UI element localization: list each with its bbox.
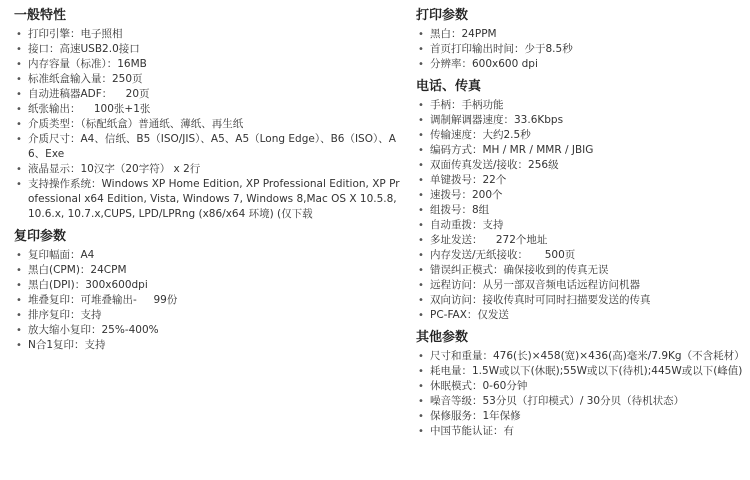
bullet-icon: • (16, 119, 22, 130)
bullet-icon: • (418, 130, 424, 141)
list-item: • PC-FAX：仅发送 (418, 309, 509, 321)
list-item: • 内存发送/无纸接收： 500页 (418, 249, 576, 261)
bullet-icon: • (16, 164, 22, 175)
bullet-icon: • (418, 205, 424, 216)
list-item: • 黑白：24PPM (418, 28, 497, 40)
section-title-copy: 复印参数 (14, 229, 67, 244)
bullet-icon: • (418, 295, 424, 306)
list-item: • 单键拨号：22个 (418, 174, 507, 186)
bullet-icon: • (16, 250, 22, 261)
section-title-general: 一般特性 (14, 8, 67, 23)
bullet-icon: • (418, 175, 424, 186)
list-item: • 自动重拨：支持 (418, 219, 504, 231)
list-item: • 多址发送： 272个地址 (418, 234, 548, 246)
bullet-icon: • (418, 265, 424, 276)
bullet-icon: • (16, 265, 22, 276)
bullet-icon: • (418, 160, 424, 171)
list-item: • 调制解调器速度：33.6Kbps (418, 114, 564, 126)
bullet-icon: • (418, 280, 424, 291)
list-item: • 放大缩小复印：25%-400% (16, 324, 159, 336)
list-item: • 标准纸盒输入量：250页 (16, 73, 143, 85)
bullet-icon: • (16, 89, 22, 100)
bullet-icon: • (16, 340, 22, 351)
list-item: • 支持操作系统：Windows XP Home Edition, XP Professional Edition, XP Professional x64 Edition, Vista, Windows 7, Windows 8,Mac OS X 10.5.8, 10.6.x, 10.7.x,CUPS, LPD/LPRng (x86/x64 环境) (仅下载 (16, 178, 400, 220)
bullet-icon: • (418, 396, 424, 407)
bullet-icon: • (418, 145, 424, 156)
list-item: • 编码方式：MH / MR / MMR / JBIG (418, 144, 594, 156)
bullet-icon: • (16, 74, 22, 85)
list-item: • 接口：高速USB2.0接口 (16, 43, 140, 55)
bullet-icon: • (418, 310, 424, 321)
bullet-icon: • (418, 366, 424, 377)
list-item: • 液晶显示：10汉字（20字符） x 2行 (16, 163, 201, 175)
section-title-print: 打印参数 (416, 8, 469, 23)
list-item: • 自动进稿器ADF： 20页 (16, 88, 150, 100)
bullet-icon: • (16, 134, 22, 145)
list-item: • 双面传真发送/接收：256级 (418, 159, 559, 171)
list-item: • 黑白(DPI)：300x600dpi (16, 279, 148, 291)
bullet-icon: • (418, 59, 424, 70)
right-column (416, 0, 750, 439)
bullet-icon: • (16, 325, 22, 336)
bullet-icon: • (418, 115, 424, 126)
bullet-icon: • (16, 44, 22, 55)
bullet-icon: • (418, 44, 424, 55)
bullet-icon: • (418, 381, 424, 392)
list-item: • 保修服务：1年保修 (418, 410, 521, 422)
bullet-icon: • (418, 250, 424, 261)
list-item: • 手柄：手柄功能 (418, 99, 504, 111)
list-item: • 黑白(CPM)：24CPM (16, 264, 127, 276)
list-item: • 堆叠复印：可堆叠输出- 99份 (16, 294, 178, 306)
bullet-icon: • (418, 235, 424, 246)
list-item: • N合1复印：支持 (16, 339, 106, 351)
bullet-icon: • (418, 426, 424, 437)
section-title-fax: 电话、传真 (416, 79, 482, 94)
list-item: • 耗电量：1.5W或以下(休眠);55W或以下(待机);445W或以下(峰值) (418, 365, 743, 377)
print-spec-list (416, 27, 750, 72)
list-item: • 分辨率：600x600 dpi (418, 58, 538, 70)
bullet-icon: • (418, 29, 424, 40)
bullet-icon: • (418, 411, 424, 422)
bullet-icon: • (16, 104, 22, 115)
other-spec-list (416, 349, 750, 439)
list-item: • 远程访问：从另一部双音频电话远程访问机器 (418, 279, 640, 291)
list-item: • 内存容量（标准）：16MB (16, 58, 147, 70)
list-item: • 噪音等级：53分贝（打印模式）/ 30分贝（待机状态） (418, 395, 685, 407)
bullet-icon: • (16, 280, 22, 291)
list-item: • 尺寸和重量：476(长)×458(宽)×436(高)毫米/7.9Kg（不含耗材） (418, 350, 745, 362)
bullet-icon: • (16, 59, 22, 70)
bullet-icon: • (16, 29, 22, 40)
fax-spec-list (416, 98, 750, 323)
list-item: • 复印幅面：A4 (16, 249, 95, 261)
bullet-icon: • (418, 190, 424, 201)
list-item: • 中国节能认证：有 (418, 425, 514, 437)
copy-spec-list (14, 248, 404, 353)
list-item: • 速拨号：200个 (418, 189, 503, 201)
section-title-other: 其他参数 (416, 330, 469, 345)
bullet-icon: • (418, 100, 424, 111)
list-item: • 首页打印输出时间：少于8.5秒 (418, 43, 573, 55)
bullet-icon: • (418, 351, 424, 362)
list-item: • 组拨号：8组 (418, 204, 490, 216)
bullet-icon: • (16, 295, 22, 306)
bullet-icon: • (418, 220, 424, 231)
list-item: • 错误纠正模式：确保接收到的传真无误 (418, 264, 609, 276)
list-item: • 纸张输出： 100张+1张 (16, 103, 151, 115)
bullet-icon: • (16, 179, 22, 190)
bullet-icon: • (16, 310, 22, 321)
list-item: • 休眠模式：0-60分钟 (418, 380, 528, 392)
list-item: • 双向访问：接收传真时可同时扫描要发送的传真 (418, 294, 651, 306)
general-spec-list (14, 27, 404, 222)
list-item: • 介质尺寸：A4、信纸、B5（ISO/JIS）、A5、A5（Long Edge）、B6（ISO）、A6、Exe (16, 133, 396, 160)
list-item: • 排序复印：支持 (16, 309, 102, 321)
list-item: • 传输速度：大约2.5秒 (418, 129, 531, 141)
list-item: • 打印引擎：电子照相 (16, 28, 123, 40)
left-column (14, 0, 404, 353)
list-item: • 介质类型：（标配纸盒）普通纸、薄纸、再生纸 (16, 118, 244, 130)
